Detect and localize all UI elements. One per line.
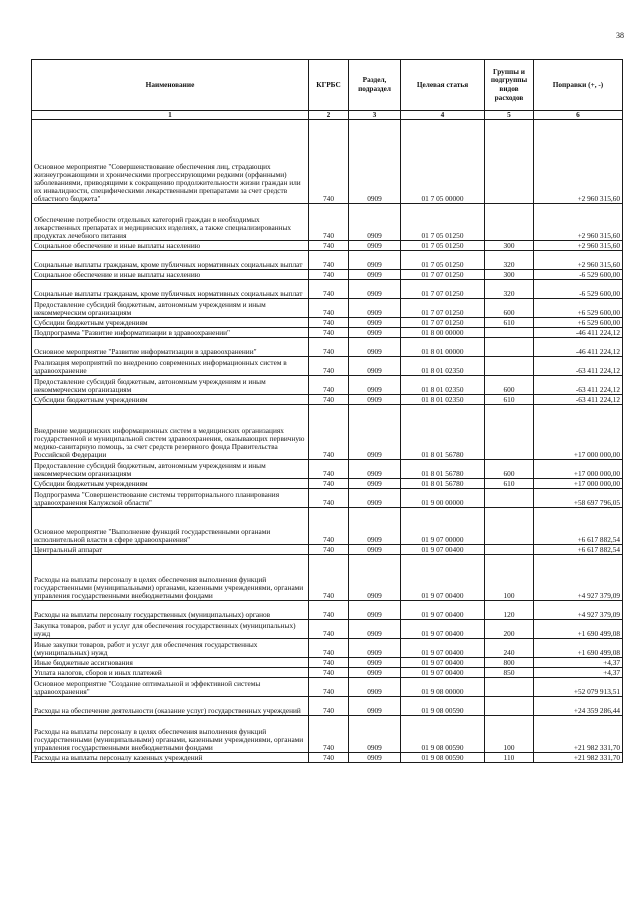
row-kgrbs: 740 <box>309 318 349 328</box>
row-amendment-amount: +1 690 499,08 <box>534 620 623 639</box>
row-section: 0909 <box>349 479 401 489</box>
table-header-row <box>32 60 623 111</box>
row-target-article: 01 9 07 00400 <box>401 555 485 601</box>
row-kgrbs: 740 <box>309 479 349 489</box>
row-target-article: 01 8 01 02350 <box>401 357 485 376</box>
table-row <box>32 241 623 251</box>
row-target-article: 01 9 00 00000 <box>401 489 485 508</box>
table-row <box>32 395 623 405</box>
row-name: Расходы на выплаты персоналу государственных (муниципальных) органов <box>32 601 309 620</box>
row-target-article: 01 9 07 00400 <box>401 545 485 555</box>
row-expense-group: 850 <box>485 668 534 678</box>
row-name: Предоставление субсидий бюджетным, автономным учреждениям и иным некоммерческим организациям <box>32 299 309 318</box>
row-amendment-amount: +4,37 <box>534 668 623 678</box>
row-kgrbs: 740 <box>309 545 349 555</box>
row-kgrbs: 740 <box>309 460 349 479</box>
table-row <box>32 658 623 668</box>
row-name: Расходы на выплаты персоналу казенных учреждений <box>32 753 309 763</box>
row-target-article: 01 7 05 00000 <box>401 120 485 204</box>
row-section: 0909 <box>349 251 401 270</box>
row-expense-group: 600 <box>485 299 534 318</box>
row-amendment-amount: +17 000 000,00 <box>534 460 623 479</box>
column-number: 4 <box>401 111 485 120</box>
row-expense-group <box>485 120 534 204</box>
row-target-article: 01 7 05 01250 <box>401 241 485 251</box>
row-name: Расходы на выплаты персоналу в целях обеспечения выполнения функций государственными (муниципальными) органами, казенными учреждениями, органами управления государственными внебюджетными фондами <box>32 555 309 601</box>
table-row <box>32 639 623 658</box>
row-expense-group <box>485 489 534 508</box>
row-amendment-amount: +6 529 600,00 <box>534 318 623 328</box>
column-number: 6 <box>534 111 623 120</box>
row-section: 0909 <box>349 328 401 338</box>
row-amendment-amount: +6 617 882,54 <box>534 545 623 555</box>
row-section: 0909 <box>349 601 401 620</box>
row-section: 0909 <box>349 489 401 508</box>
row-kgrbs: 740 <box>309 601 349 620</box>
column-number: 3 <box>349 111 401 120</box>
row-amendment-amount: -63 411 224,12 <box>534 376 623 395</box>
table-row <box>32 338 623 357</box>
row-expense-group <box>485 545 534 555</box>
row-name: Основное мероприятие "Выполнение функций государственными органами исполнительной власти в сфере здравоохранения" <box>32 508 309 545</box>
row-section: 0909 <box>349 318 401 328</box>
row-kgrbs: 740 <box>309 489 349 508</box>
row-kgrbs: 740 <box>309 697 349 716</box>
row-target-article: 01 9 08 00590 <box>401 716 485 753</box>
row-amendment-amount: +6 529 600,00 <box>534 299 623 318</box>
row-expense-group <box>485 338 534 357</box>
row-kgrbs: 740 <box>309 280 349 299</box>
row-kgrbs: 740 <box>309 299 349 318</box>
row-amendment-amount: +21 982 331,70 <box>534 716 623 753</box>
table-row <box>32 620 623 639</box>
page-number: 38 <box>616 31 624 40</box>
row-name: Социальное обеспечение и иные выплаты населению <box>32 270 309 280</box>
row-name: Основное мероприятие "Создание оптимальной и эффективной системы здравоохранения" <box>32 678 309 697</box>
header-kgrbs: КГРБС <box>309 60 349 111</box>
table-row <box>32 405 623 460</box>
column-number: 2 <box>309 111 349 120</box>
row-target-article: 01 7 07 01250 <box>401 318 485 328</box>
row-amendment-amount: +17 000 000,00 <box>534 479 623 489</box>
header-name: Наименование <box>32 60 309 111</box>
table-row <box>32 318 623 328</box>
table-row <box>32 251 623 270</box>
row-expense-group: 300 <box>485 241 534 251</box>
row-kgrbs: 740 <box>309 753 349 763</box>
row-target-article: 01 8 01 00000 <box>401 338 485 357</box>
row-target-article: 01 9 07 00400 <box>401 639 485 658</box>
row-amendment-amount: -63 411 224,12 <box>534 395 623 405</box>
row-kgrbs: 740 <box>309 338 349 357</box>
row-target-article: 01 8 01 02350 <box>401 376 485 395</box>
row-target-article: 01 9 07 00400 <box>401 620 485 639</box>
row-kgrbs: 740 <box>309 241 349 251</box>
row-target-article: 01 9 08 00590 <box>401 753 485 763</box>
row-section: 0909 <box>349 395 401 405</box>
row-expense-group <box>485 678 534 697</box>
row-expense-group: 800 <box>485 658 534 668</box>
row-kgrbs: 740 <box>309 716 349 753</box>
row-name: Предоставление субсидий бюджетным, автономным учреждениям и иным некоммерческим организациям <box>32 376 309 395</box>
row-kgrbs: 740 <box>309 678 349 697</box>
table-row <box>32 555 623 601</box>
row-expense-group: 320 <box>485 280 534 299</box>
row-kgrbs: 740 <box>309 376 349 395</box>
table-row <box>32 697 623 716</box>
table-row <box>32 299 623 318</box>
row-kgrbs: 740 <box>309 270 349 280</box>
row-expense-group: 100 <box>485 555 534 601</box>
row-section: 0909 <box>349 120 401 204</box>
row-kgrbs: 740 <box>309 204 349 241</box>
row-name: Подпрограмма "Развитие информатизации в здравоохранении" <box>32 328 309 338</box>
row-amendment-amount: +6 617 882,54 <box>534 508 623 545</box>
row-amendment-amount: +24 359 286,44 <box>534 697 623 716</box>
row-section: 0909 <box>349 405 401 460</box>
row-section: 0909 <box>349 508 401 545</box>
row-amendment-amount: +4 927 379,09 <box>534 555 623 601</box>
row-target-article: 01 7 05 01250 <box>401 251 485 270</box>
row-target-article: 01 7 05 01250 <box>401 204 485 241</box>
row-section: 0909 <box>349 668 401 678</box>
row-name: Субсидии бюджетным учреждениям <box>32 395 309 405</box>
row-section: 0909 <box>349 678 401 697</box>
row-name: Субсидии бюджетным учреждениям <box>32 479 309 489</box>
table-row <box>32 753 623 763</box>
row-expense-group: 240 <box>485 639 534 658</box>
row-amendment-amount: +1 690 499,08 <box>534 639 623 658</box>
table-row <box>32 357 623 376</box>
row-section: 0909 <box>349 376 401 395</box>
row-expense-group <box>485 328 534 338</box>
row-amendment-amount: +2 960 315,60 <box>534 120 623 204</box>
row-kgrbs: 740 <box>309 120 349 204</box>
row-amendment-amount: +2 960 315,60 <box>534 204 623 241</box>
row-expense-group: 600 <box>485 460 534 479</box>
table-row <box>32 328 623 338</box>
row-name: Внедрение медицинских информационных систем в медицинских организациях государственной и муниципальной систем здравоохранения, оказывающих первичную медико-санитарную помощь, за счет средств резервного фонда Правительства Российской Федерации <box>32 405 309 460</box>
row-target-article: 01 9 07 00000 <box>401 508 485 545</box>
row-name: Субсидии бюджетным учреждениям <box>32 318 309 328</box>
row-amendment-amount: +58 697 796,05 <box>534 489 623 508</box>
row-expense-group: 110 <box>485 753 534 763</box>
table-row <box>32 668 623 678</box>
row-kgrbs: 740 <box>309 639 349 658</box>
row-target-article: 01 8 00 00000 <box>401 328 485 338</box>
row-expense-group <box>485 204 534 241</box>
row-name: Социальные выплаты гражданам, кроме публичных нормативных социальных выплат <box>32 251 309 270</box>
header-section: Раздел, подраздел <box>349 60 401 111</box>
row-target-article: 01 9 08 00590 <box>401 697 485 716</box>
row-section: 0909 <box>349 697 401 716</box>
row-kgrbs: 740 <box>309 328 349 338</box>
row-section: 0909 <box>349 357 401 376</box>
table-body <box>32 120 623 763</box>
row-name: Центральный аппарат <box>32 545 309 555</box>
header-target: Целевая статья <box>401 60 485 111</box>
row-target-article: 01 7 07 01250 <box>401 299 485 318</box>
table-row <box>32 460 623 479</box>
row-section: 0909 <box>349 658 401 668</box>
row-amendment-amount: -46 411 224,12 <box>534 338 623 357</box>
row-name: Социальные выплаты гражданам, кроме публичных нормативных социальных выплат <box>32 280 309 299</box>
row-target-article: 01 9 07 00400 <box>401 668 485 678</box>
row-name: Социальное обеспечение и иные выплаты населению <box>32 241 309 251</box>
row-kgrbs: 740 <box>309 395 349 405</box>
row-name: Расходы на обеспечение деятельности (оказание услуг) государственных учреждений <box>32 697 309 716</box>
row-name: Иные бюджетные ассигнования <box>32 658 309 668</box>
row-target-article: 01 9 07 00400 <box>401 658 485 668</box>
row-target-article: 01 9 08 00000 <box>401 678 485 697</box>
row-name: Подпрограмма "Совершенствование системы территориального планирования здравоохранения Калужской области" <box>32 489 309 508</box>
row-amendment-amount: -63 411 224,12 <box>534 357 623 376</box>
row-section: 0909 <box>349 338 401 357</box>
column-number: 5 <box>485 111 534 120</box>
row-section: 0909 <box>349 204 401 241</box>
header-amendments: Поправки (+, -) <box>534 60 623 111</box>
row-expense-group: 610 <box>485 395 534 405</box>
table-row <box>32 120 623 204</box>
row-kgrbs: 740 <box>309 405 349 460</box>
row-section: 0909 <box>349 270 401 280</box>
column-number-row <box>32 111 623 120</box>
row-expense-group: 600 <box>485 376 534 395</box>
row-expense-group: 200 <box>485 620 534 639</box>
header-expense-group: Группы и подгруппы видов расходов <box>485 60 534 111</box>
row-kgrbs: 740 <box>309 555 349 601</box>
row-name: Иные закупки товаров, работ и услуг для обеспечения государственных (муниципальных) нужд <box>32 639 309 658</box>
row-target-article: 01 8 01 56780 <box>401 479 485 489</box>
row-amendment-amount: -6 529 600,00 <box>534 270 623 280</box>
row-name: Закупка товаров, работ и услуг для обеспечения государственных (муниципальных) нужд <box>32 620 309 639</box>
row-amendment-amount: +21 982 331,70 <box>534 753 623 763</box>
row-target-article: 01 8 01 56780 <box>401 460 485 479</box>
row-expense-group <box>485 357 534 376</box>
row-section: 0909 <box>349 753 401 763</box>
table-row <box>32 601 623 620</box>
row-section: 0909 <box>349 299 401 318</box>
row-name: Реализация мероприятий по внедрению современных информационных систем в здравоохранение <box>32 357 309 376</box>
row-amendment-amount: -6 529 600,00 <box>534 280 623 299</box>
row-section: 0909 <box>349 545 401 555</box>
row-name: Основное мероприятие "Совершенствование обеспечения лиц, страдающих жизнеугрожающими и хроническими прогрессирующими редкими (орфанными) заболеваниями, приводящими к сокращению продолжительности жизни граждан или их инвалидности, специфическими лекарственными препаратами за счет средств областного бюджета" <box>32 120 309 204</box>
row-target-article: 01 8 01 56780 <box>401 405 485 460</box>
row-kgrbs: 740 <box>309 508 349 545</box>
row-name: Обеспечение потребности отдельных категорий граждан в необходимых лекарственных препаратах и медицинских изделиях, а также специализированных продуктах лечебного питания <box>32 204 309 241</box>
row-name: Основное мероприятие "Развитие информатизации в здравоохранении" <box>32 338 309 357</box>
row-section: 0909 <box>349 241 401 251</box>
row-kgrbs: 740 <box>309 668 349 678</box>
row-section: 0909 <box>349 280 401 299</box>
row-amendment-amount: +2 960 315,60 <box>534 251 623 270</box>
row-section: 0909 <box>349 555 401 601</box>
table-row <box>32 678 623 697</box>
table-row <box>32 489 623 508</box>
row-amendment-amount: +4,37 <box>534 658 623 668</box>
table-row <box>32 280 623 299</box>
row-expense-group: 610 <box>485 479 534 489</box>
row-kgrbs: 740 <box>309 620 349 639</box>
row-target-article: 01 7 07 01250 <box>401 280 485 299</box>
row-target-article: 01 9 07 00400 <box>401 601 485 620</box>
row-expense-group: 120 <box>485 601 534 620</box>
budget-amendments-table <box>31 59 623 763</box>
table-row <box>32 479 623 489</box>
row-name: Предоставление субсидий бюджетным, автономным учреждениям и иным некоммерческим организациям <box>32 460 309 479</box>
row-expense-group: 100 <box>485 716 534 753</box>
row-name: Расходы на выплаты персоналу в целях обеспечения выполнения функций государственными (муниципальными) органами, казенными учреждениями, органами управления государственными внебюджетными фондами <box>32 716 309 753</box>
column-number: 1 <box>32 111 309 120</box>
table-row <box>32 716 623 753</box>
row-expense-group <box>485 508 534 545</box>
row-expense-group: 320 <box>485 251 534 270</box>
table-row <box>32 270 623 280</box>
table-row <box>32 508 623 545</box>
row-kgrbs: 740 <box>309 658 349 668</box>
row-name: Уплата налогов, сборов и иных платежей <box>32 668 309 678</box>
row-target-article: 01 8 01 02350 <box>401 395 485 405</box>
table-row <box>32 545 623 555</box>
row-expense-group: 300 <box>485 270 534 280</box>
row-section: 0909 <box>349 460 401 479</box>
table-row <box>32 376 623 395</box>
row-kgrbs: 740 <box>309 357 349 376</box>
row-target-article: 01 7 07 01250 <box>401 270 485 280</box>
row-expense-group: 610 <box>485 318 534 328</box>
row-amendment-amount: +17 000 000,00 <box>534 405 623 460</box>
row-amendment-amount: -46 411 224,12 <box>534 328 623 338</box>
table-row <box>32 204 623 241</box>
row-section: 0909 <box>349 716 401 753</box>
row-section: 0909 <box>349 620 401 639</box>
row-expense-group <box>485 697 534 716</box>
row-section: 0909 <box>349 639 401 658</box>
row-amendment-amount: +4 927 379,09 <box>534 601 623 620</box>
row-kgrbs: 740 <box>309 251 349 270</box>
row-expense-group <box>485 405 534 460</box>
row-amendment-amount: +52 079 913,51 <box>534 678 623 697</box>
row-amendment-amount: +2 960 315,60 <box>534 241 623 251</box>
